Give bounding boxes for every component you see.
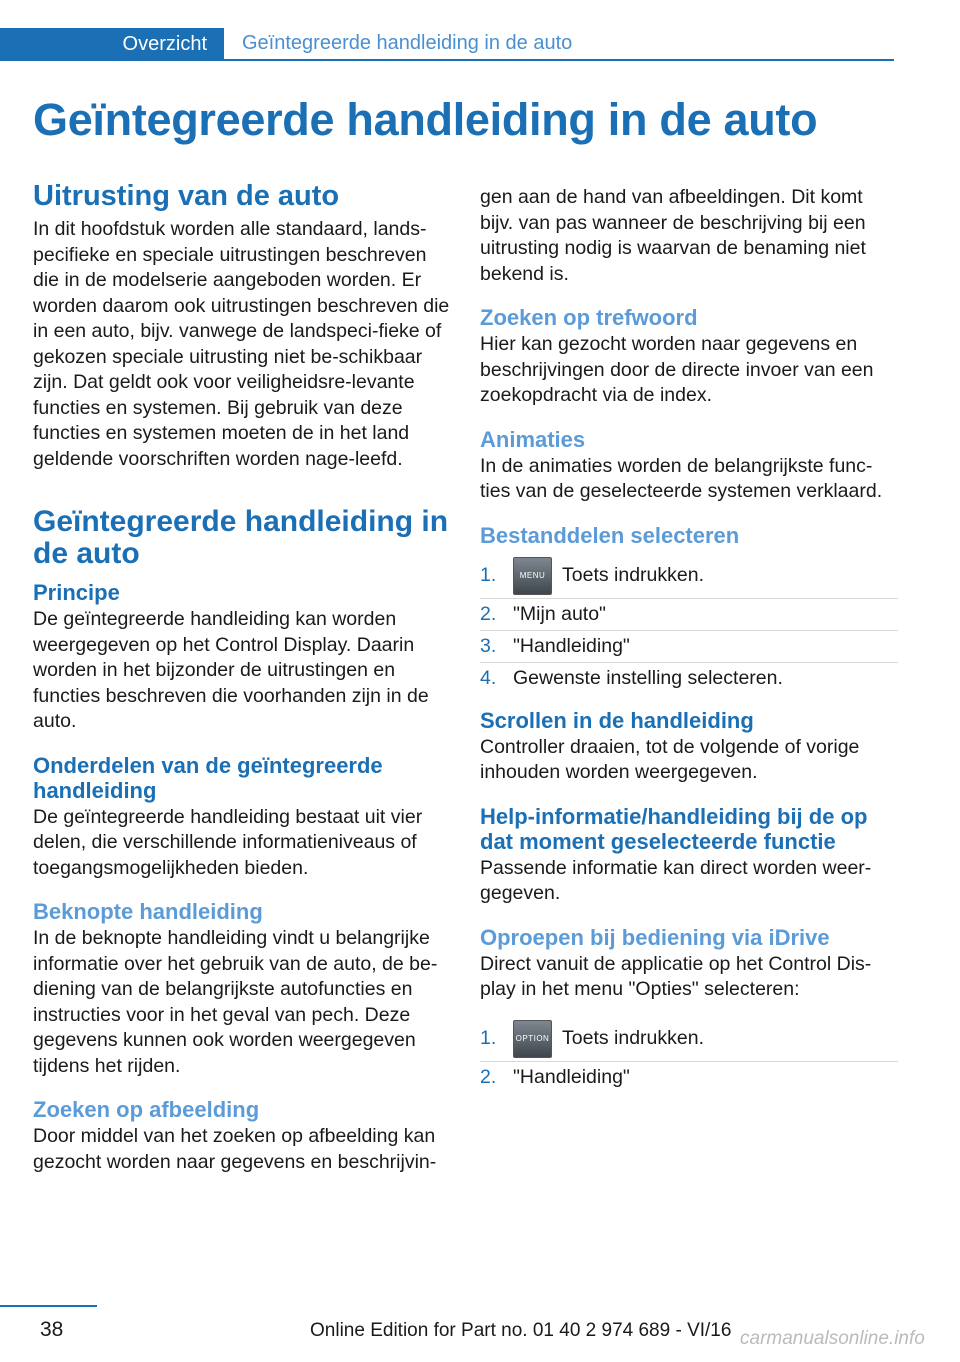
subheading-help: Help-informatie/handleiding bij de op dat moment geselecteerde functie — [480, 803, 868, 854]
paragraph-animaties: In de animaties worden de belangrijkste func-ties van de geselecteerde systemen verklaard. — [480, 454, 883, 502]
paragraph-scrollen: Controller draaien, tot de volgende of vorige inhouden worden weergegeven. — [480, 735, 860, 783]
list-item: 3. "Handleiding" — [480, 631, 898, 663]
paragraph-onderdelen: De geïntegreerde handleiding bestaat uit vier delen, die verschillende informatieniveaus of toegangsmogelijkheden bieden. — [33, 805, 423, 879]
list-item: 4. Gewenste instelling selecteren. — [480, 666, 783, 689]
subheading-selecteren: Bestanddelen selecteren — [480, 522, 740, 548]
option-button-icon: OPTION — [513, 1020, 552, 1058]
subheading-trefwoord: Zoeken op trefwoord — [480, 305, 698, 330]
subheading-afbeelding: Zoeken op afbeelding — [33, 1097, 260, 1122]
subheading-idrive: Oproepen bij bediening via iDrive — [480, 924, 830, 950]
breadcrumb: Geïntegreerde handleiding in de auto — [224, 28, 894, 61]
section-title-uitrusting: Uitrusting van de auto — [33, 180, 340, 212]
subheading-scrollen: Scrollen in de handleiding — [480, 707, 754, 733]
section-tab[interactable]: Overzicht — [0, 28, 224, 61]
paragraph-principe: De geïntegreerde handleiding kan worden weergegeven op het Control Display. Daarin worden in het bijzonder de uitrustingen en functies beschreven die voorhanden zijn in de auto. — [33, 608, 429, 732]
subheading-animaties: Animaties — [480, 426, 586, 452]
paragraph-afbeelding: Door middel van het zoeken op afbeelding kan gezocht worden naar gegevens en beschrijvin- — [33, 1125, 437, 1173]
section-title-handleiding: Geïntegreerde handleiding in de auto — [33, 505, 449, 570]
paragraph-idrive: Direct vanuit de applicatie op het Control Dis-play in het menu "Opties" selecteren: — [480, 952, 872, 1000]
edition-note: Online Edition for Part no. 01 40 2 974 689 - VI/16 — [310, 1320, 732, 1341]
paragraph-trefwoord: Hier kan gezocht worden naar gegevens en beschrijvingen door de directe invoer van een zoekopdracht via de index. — [480, 333, 874, 406]
left-column — [33, 180, 451, 1175]
list-item: 2. "Handleiding" — [480, 1065, 630, 1088]
paragraph-beknopt: In de beknopte handleiding vindt u belangrijke informatie over het gebruik van de auto, de be-diening van de belangrijkste autofuncties en instructies voor in het geval van pech. Deze gegevens kunnen ook worden weergegeven tijdens het rijden. — [33, 927, 438, 1077]
paragraph-uitrusting: In dit hoofdstuk worden alle standaard, lands-pecifieke en speciale uitrustingen beschreven die in de modelserie aangeboden worden. Er worden daarom ook uitrustingen beschreven die in een auto, bijv. vanwege de landspeci-fieke of gekozen speciale uitrusting niet be-schikbaar zijn. Dat geldt ook voor veiligheidsre-levante functies en systemen. Bij gebruik van deze functies en systemen moeten de in het land geldende voorschriften worden nage-leefd. — [33, 218, 450, 470]
subheading-beknopt: Beknopte handleiding — [33, 899, 263, 924]
list-item: 1. OPTION Toets indrukken. — [480, 1017, 898, 1062]
right-column — [480, 185, 898, 1093]
subheading-principe: Principe — [33, 580, 120, 605]
list-item: 2. "Mijn auto" — [480, 599, 898, 631]
footer-rule — [0, 1305, 97, 1307]
page-title: Geïntegreerde handleiding in de auto — [33, 94, 818, 145]
list-item: 1. MENU Toets indrukken. — [480, 554, 898, 599]
menu-button-icon: MENU — [513, 557, 552, 595]
watermark: carmanualsonline.info — [740, 1328, 925, 1349]
steps-idrive — [480, 1017, 898, 1093]
paragraph-afbeelding-cont: gen aan de hand van afbeeldingen. Dit komt bijv. van pas wanneer de beschrijving bij een uitrusting nodig is waarvan de benaming niet bekend is. — [480, 186, 866, 285]
paragraph-help: Passende informatie kan direct worden weer-gegeven. — [480, 856, 872, 904]
steps-selecteren — [480, 554, 898, 694]
page-number: 38 — [40, 1318, 64, 1341]
subheading-onderdelen: Onderdelen van de geïntegreerde handleiding — [33, 752, 383, 803]
